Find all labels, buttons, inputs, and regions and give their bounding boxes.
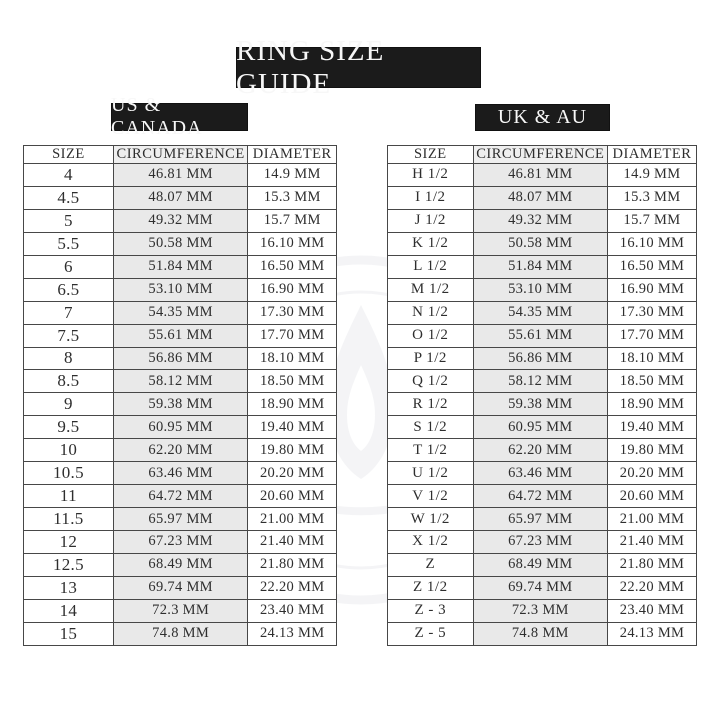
circumference-cell: 53.10 MM <box>113 278 248 301</box>
size-cell: S 1/2 <box>388 416 474 439</box>
size-cell: I 1/2 <box>388 186 474 209</box>
us-canada-table-body <box>24 164 337 646</box>
table-row <box>388 301 697 324</box>
size-cell: X 1/2 <box>388 531 474 554</box>
circumference-cell: 72.3 MM <box>473 599 607 622</box>
circumference-cell: 56.86 MM <box>113 347 248 370</box>
us-canada-size-table <box>23 145 337 646</box>
table-row <box>388 278 697 301</box>
circumference-cell: 56.86 MM <box>473 347 607 370</box>
diameter-cell: 16.90 MM <box>607 278 696 301</box>
circumference-cell: 51.84 MM <box>113 255 248 278</box>
diameter-cell: 24.13 MM <box>607 622 696 645</box>
column-header-diameter: DIAMETER <box>248 146 337 164</box>
size-cell: 7 <box>24 301 114 324</box>
table-row <box>24 553 337 576</box>
diameter-cell: 16.10 MM <box>607 232 696 255</box>
circumference-cell: 65.97 MM <box>113 508 248 531</box>
size-cell: 6 <box>24 255 114 278</box>
table-row <box>388 553 697 576</box>
table-row <box>388 508 697 531</box>
circumference-cell: 63.46 MM <box>473 462 607 485</box>
size-cell: 10 <box>24 439 114 462</box>
table-row <box>388 416 697 439</box>
table-row <box>388 370 697 393</box>
circumference-cell: 74.8 MM <box>473 622 607 645</box>
table-row <box>24 393 337 416</box>
diameter-cell: 21.40 MM <box>248 531 337 554</box>
circumference-cell: 58.12 MM <box>113 370 248 393</box>
circumference-cell: 60.95 MM <box>473 416 607 439</box>
diameter-cell: 16.50 MM <box>248 255 337 278</box>
size-cell: 9 <box>24 393 114 416</box>
circumference-cell: 62.20 MM <box>473 439 607 462</box>
size-cell: V 1/2 <box>388 485 474 508</box>
table-row <box>388 324 697 347</box>
table-row <box>388 186 697 209</box>
size-cell: 4.5 <box>24 186 114 209</box>
size-cell: 14 <box>24 599 114 622</box>
size-cell: 15 <box>24 622 114 645</box>
diameter-cell: 15.7 MM <box>248 209 337 232</box>
diameter-cell: 15.3 MM <box>607 186 696 209</box>
diameter-cell: 24.13 MM <box>248 622 337 645</box>
table-row <box>24 416 337 439</box>
circumference-cell: 51.84 MM <box>473 255 607 278</box>
table-row <box>388 599 697 622</box>
size-cell: J 1/2 <box>388 209 474 232</box>
table-row <box>24 622 337 645</box>
diameter-cell: 17.30 MM <box>607 301 696 324</box>
size-cell: 5.5 <box>24 232 114 255</box>
diameter-cell: 23.40 MM <box>248 599 337 622</box>
uk-au-table-container <box>387 145 697 646</box>
diameter-cell: 21.80 MM <box>607 553 696 576</box>
circumference-cell: 46.81 MM <box>473 164 607 187</box>
diameter-cell: 15.3 MM <box>248 186 337 209</box>
table-row <box>388 164 697 187</box>
circumference-cell: 50.58 MM <box>473 232 607 255</box>
diameter-cell: 19.80 MM <box>607 439 696 462</box>
size-cell: 12 <box>24 531 114 554</box>
diameter-cell: 21.00 MM <box>248 508 337 531</box>
header-row <box>388 146 697 164</box>
circumference-cell: 46.81 MM <box>113 164 248 187</box>
column-header-circumference: CIRCUMFERENCE <box>113 146 248 164</box>
table-row <box>24 599 337 622</box>
column-header-size: SIZE <box>24 146 114 164</box>
table-row <box>388 209 697 232</box>
size-cell: Z <box>388 553 474 576</box>
table-row <box>24 439 337 462</box>
table-row <box>388 347 697 370</box>
page-title: RING SIZE GUIDE <box>236 47 481 88</box>
diameter-cell: 17.30 MM <box>248 301 337 324</box>
size-cell: H 1/2 <box>388 164 474 187</box>
table-row <box>388 232 697 255</box>
circumference-cell: 67.23 MM <box>473 531 607 554</box>
diameter-cell: 22.20 MM <box>607 576 696 599</box>
size-cell: O 1/2 <box>388 324 474 347</box>
circumference-cell: 59.38 MM <box>113 393 248 416</box>
circumference-cell: 68.49 MM <box>113 553 248 576</box>
diameter-cell: 20.20 MM <box>248 462 337 485</box>
size-cell: R 1/2 <box>388 393 474 416</box>
diameter-cell: 20.60 MM <box>248 485 337 508</box>
table-row <box>388 531 697 554</box>
table-row <box>24 370 337 393</box>
diameter-cell: 17.70 MM <box>248 324 337 347</box>
diameter-cell: 19.40 MM <box>607 416 696 439</box>
column-header-size: SIZE <box>388 146 474 164</box>
column-header-circumference: CIRCUMFERENCE <box>473 146 607 164</box>
header-row <box>24 146 337 164</box>
table-row <box>24 209 337 232</box>
size-cell: L 1/2 <box>388 255 474 278</box>
table-row <box>24 164 337 187</box>
diameter-cell: 14.9 MM <box>248 164 337 187</box>
size-cell: P 1/2 <box>388 347 474 370</box>
circumference-cell: 65.97 MM <box>473 508 607 531</box>
circumference-cell: 72.3 MM <box>113 599 248 622</box>
circumference-cell: 69.74 MM <box>113 576 248 599</box>
circumference-cell: 48.07 MM <box>473 186 607 209</box>
table-row <box>24 324 337 347</box>
circumference-cell: 68.49 MM <box>473 553 607 576</box>
size-cell: 8 <box>24 347 114 370</box>
circumference-cell: 63.46 MM <box>113 462 248 485</box>
diameter-cell: 18.90 MM <box>248 393 337 416</box>
circumference-cell: 48.07 MM <box>113 186 248 209</box>
circumference-cell: 58.12 MM <box>473 370 607 393</box>
size-cell: U 1/2 <box>388 462 474 485</box>
circumference-cell: 49.32 MM <box>113 209 248 232</box>
diameter-cell: 21.80 MM <box>248 553 337 576</box>
table-row <box>388 393 697 416</box>
column-header-diameter: DIAMETER <box>607 146 696 164</box>
table-row <box>24 255 337 278</box>
diameter-cell: 15.7 MM <box>607 209 696 232</box>
circumference-cell: 69.74 MM <box>473 576 607 599</box>
size-cell: N 1/2 <box>388 301 474 324</box>
size-cell: Z - 3 <box>388 599 474 622</box>
size-cell: K 1/2 <box>388 232 474 255</box>
region-label-uk-au: UK & AU <box>475 104 610 131</box>
size-cell: 9.5 <box>24 416 114 439</box>
size-cell: 11 <box>24 485 114 508</box>
table-row <box>24 232 337 255</box>
diameter-cell: 16.10 MM <box>248 232 337 255</box>
size-cell: 7.5 <box>24 324 114 347</box>
diameter-cell: 20.20 MM <box>607 462 696 485</box>
diameter-cell: 16.90 MM <box>248 278 337 301</box>
size-cell: 12.5 <box>24 553 114 576</box>
table-row <box>388 439 697 462</box>
diameter-cell: 23.40 MM <box>607 599 696 622</box>
circumference-cell: 64.72 MM <box>473 485 607 508</box>
diameter-cell: 19.40 MM <box>248 416 337 439</box>
size-cell: W 1/2 <box>388 508 474 531</box>
table-row <box>24 576 337 599</box>
diameter-cell: 20.60 MM <box>607 485 696 508</box>
size-cell: 5 <box>24 209 114 232</box>
size-cell: 6.5 <box>24 278 114 301</box>
circumference-cell: 49.32 MM <box>473 209 607 232</box>
size-cell: Z 1/2 <box>388 576 474 599</box>
table-row <box>24 485 337 508</box>
circumference-cell: 67.23 MM <box>113 531 248 554</box>
diameter-cell: 22.20 MM <box>248 576 337 599</box>
size-cell: 11.5 <box>24 508 114 531</box>
us-canada-table-container <box>23 145 337 646</box>
table-row <box>24 186 337 209</box>
circumference-cell: 54.35 MM <box>113 301 248 324</box>
table-row <box>24 462 337 485</box>
diameter-cell: 16.50 MM <box>607 255 696 278</box>
diameter-cell: 19.80 MM <box>248 439 337 462</box>
circumference-cell: 60.95 MM <box>113 416 248 439</box>
size-cell: T 1/2 <box>388 439 474 462</box>
diameter-cell: 18.90 MM <box>607 393 696 416</box>
diameter-cell: 14.9 MM <box>607 164 696 187</box>
diameter-cell: 21.00 MM <box>607 508 696 531</box>
circumference-cell: 59.38 MM <box>473 393 607 416</box>
circumference-cell: 55.61 MM <box>113 324 248 347</box>
diameter-cell: 18.50 MM <box>248 370 337 393</box>
size-cell: Z - 5 <box>388 622 474 645</box>
table-row <box>24 531 337 554</box>
uk-au-table-body <box>388 164 697 646</box>
size-cell: 13 <box>24 576 114 599</box>
size-cell: 10.5 <box>24 462 114 485</box>
circumference-cell: 53.10 MM <box>473 278 607 301</box>
size-cell: 4 <box>24 164 114 187</box>
region-label-us-canada: US & CANADA <box>111 103 248 131</box>
table-row <box>388 462 697 485</box>
diameter-cell: 18.10 MM <box>248 347 337 370</box>
table-row <box>24 301 337 324</box>
table-row <box>388 622 697 645</box>
diameter-cell: 18.10 MM <box>607 347 696 370</box>
diameter-cell: 18.50 MM <box>607 370 696 393</box>
diameter-cell: 17.70 MM <box>607 324 696 347</box>
table-row <box>24 508 337 531</box>
table-row <box>24 347 337 370</box>
uk-au-size-table <box>387 145 697 646</box>
table-row <box>388 576 697 599</box>
circumference-cell: 62.20 MM <box>113 439 248 462</box>
circumference-cell: 55.61 MM <box>473 324 607 347</box>
circumference-cell: 74.8 MM <box>113 622 248 645</box>
table-row <box>24 278 337 301</box>
size-cell: M 1/2 <box>388 278 474 301</box>
table-row <box>388 255 697 278</box>
size-cell: Q 1/2 <box>388 370 474 393</box>
circumference-cell: 54.35 MM <box>473 301 607 324</box>
size-cell: 8.5 <box>24 370 114 393</box>
table-row <box>388 485 697 508</box>
diameter-cell: 21.40 MM <box>607 531 696 554</box>
circumference-cell: 64.72 MM <box>113 485 248 508</box>
circumference-cell: 50.58 MM <box>113 232 248 255</box>
